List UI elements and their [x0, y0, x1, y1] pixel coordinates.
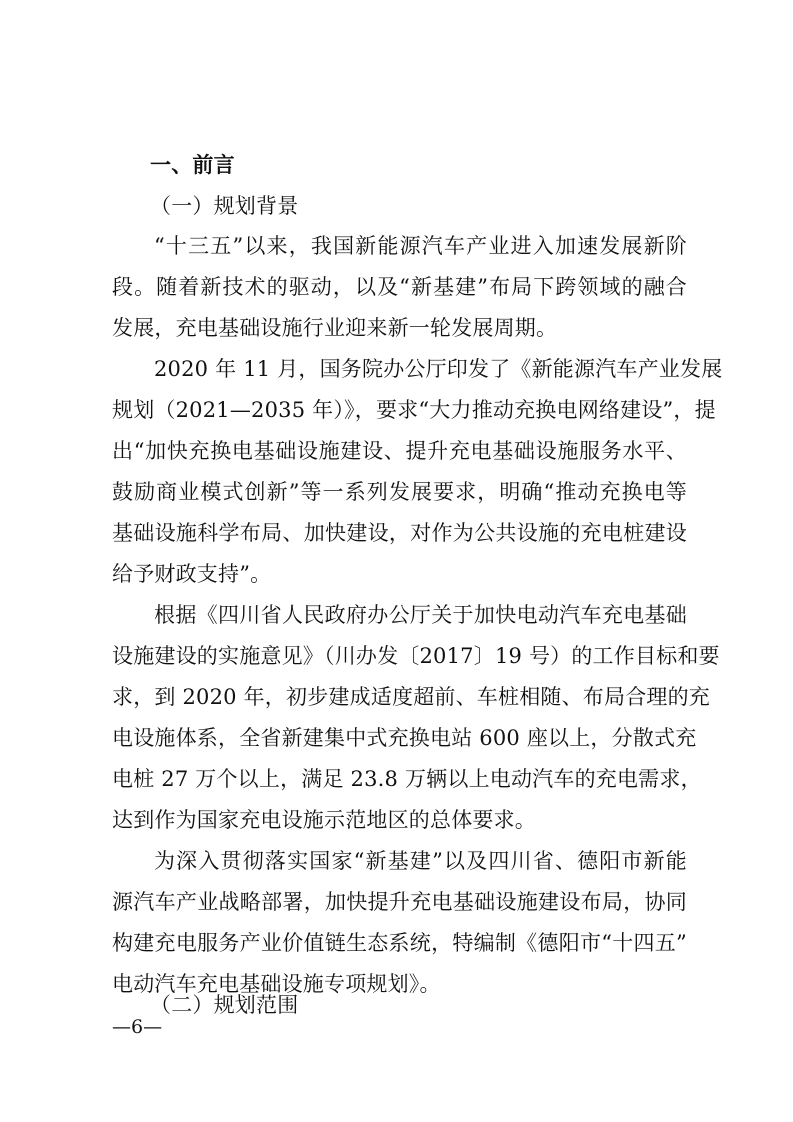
paragraph-3-line-4: 电设施体系，全省新建集中式充换电站 600 座以上，分散式充	[112, 726, 697, 750]
paragraph-4-line-2: 源汽车产业战略部署，加快提升充电基础设施建设布局，协同	[112, 890, 687, 914]
heading-preface: 一、前言	[150, 153, 235, 177]
paragraph-1-line-1: “十三五”以来，我国新能源汽车产业进入加速发展新阶	[154, 234, 687, 258]
section-title-background: （一）规划背景	[150, 194, 299, 218]
paragraph-2-line-4: 鼓励商业模式创新”等一系列发展要求，明确“推动充换电等	[112, 480, 687, 504]
paragraph-3-line-3: 求，到 2020 年，初步建成适度超前、车桩相随、布局合理的充	[112, 685, 710, 709]
paragraph-3-line-2: 设施建设的实施意见》（川办发〔2017〕19 号）的工作目标和要	[112, 644, 720, 668]
paragraph-3-line-1: 根据《四川省人民政府办公厅关于加快电动汽车充电基础	[154, 603, 687, 627]
paragraph-4-line-1: 为深入贯彻落实国家“新基建”以及四川省、德阳市新能	[154, 849, 687, 873]
paragraph-3-line-5: 电桩 27 万个以上，满足 23.8 万辆以上电动汽车的充电需求，	[112, 767, 702, 791]
paragraph-2-line-1: 2020 年 11 月，国务院办公厅印发了《新能源汽车产业发展	[154, 357, 723, 381]
section-title-scope: （二）规划范围	[150, 993, 299, 1017]
paragraph-3-line-6: 达到作为国家充电设施示范地区的总体要求。	[112, 808, 536, 832]
paragraph-2-line-5: 基础设施科学布局、加快建设，对作为公共设施的充电桩建设	[112, 521, 687, 545]
paragraph-4-line-4: 电动汽车充电基础设施专项规划》。	[112, 972, 441, 996]
paragraph-4-line-3: 构建充电服务产业价值链生态系统，特编制《德阳市“十四五”	[112, 931, 687, 955]
paragraph-2-line-6: 给予财政支持”。	[112, 562, 272, 586]
paragraph-1-line-2: 段。随着新技术的驱动，以及“新基建”布局下跨领域的融合	[112, 275, 687, 299]
paragraph-2-line-3: 出“加快充换电基础设施建设、提升充电基础设施服务水平、	[112, 439, 687, 463]
paragraph-2-line-2: 规划（2021—2035 年）》，要求“大力推动充换电网络建设”，提	[112, 398, 716, 422]
page-number: —6—	[112, 1016, 163, 1038]
paragraph-1-line-3: 发展，充电基础设施行业迎来新一轮发展周期。	[112, 316, 558, 340]
